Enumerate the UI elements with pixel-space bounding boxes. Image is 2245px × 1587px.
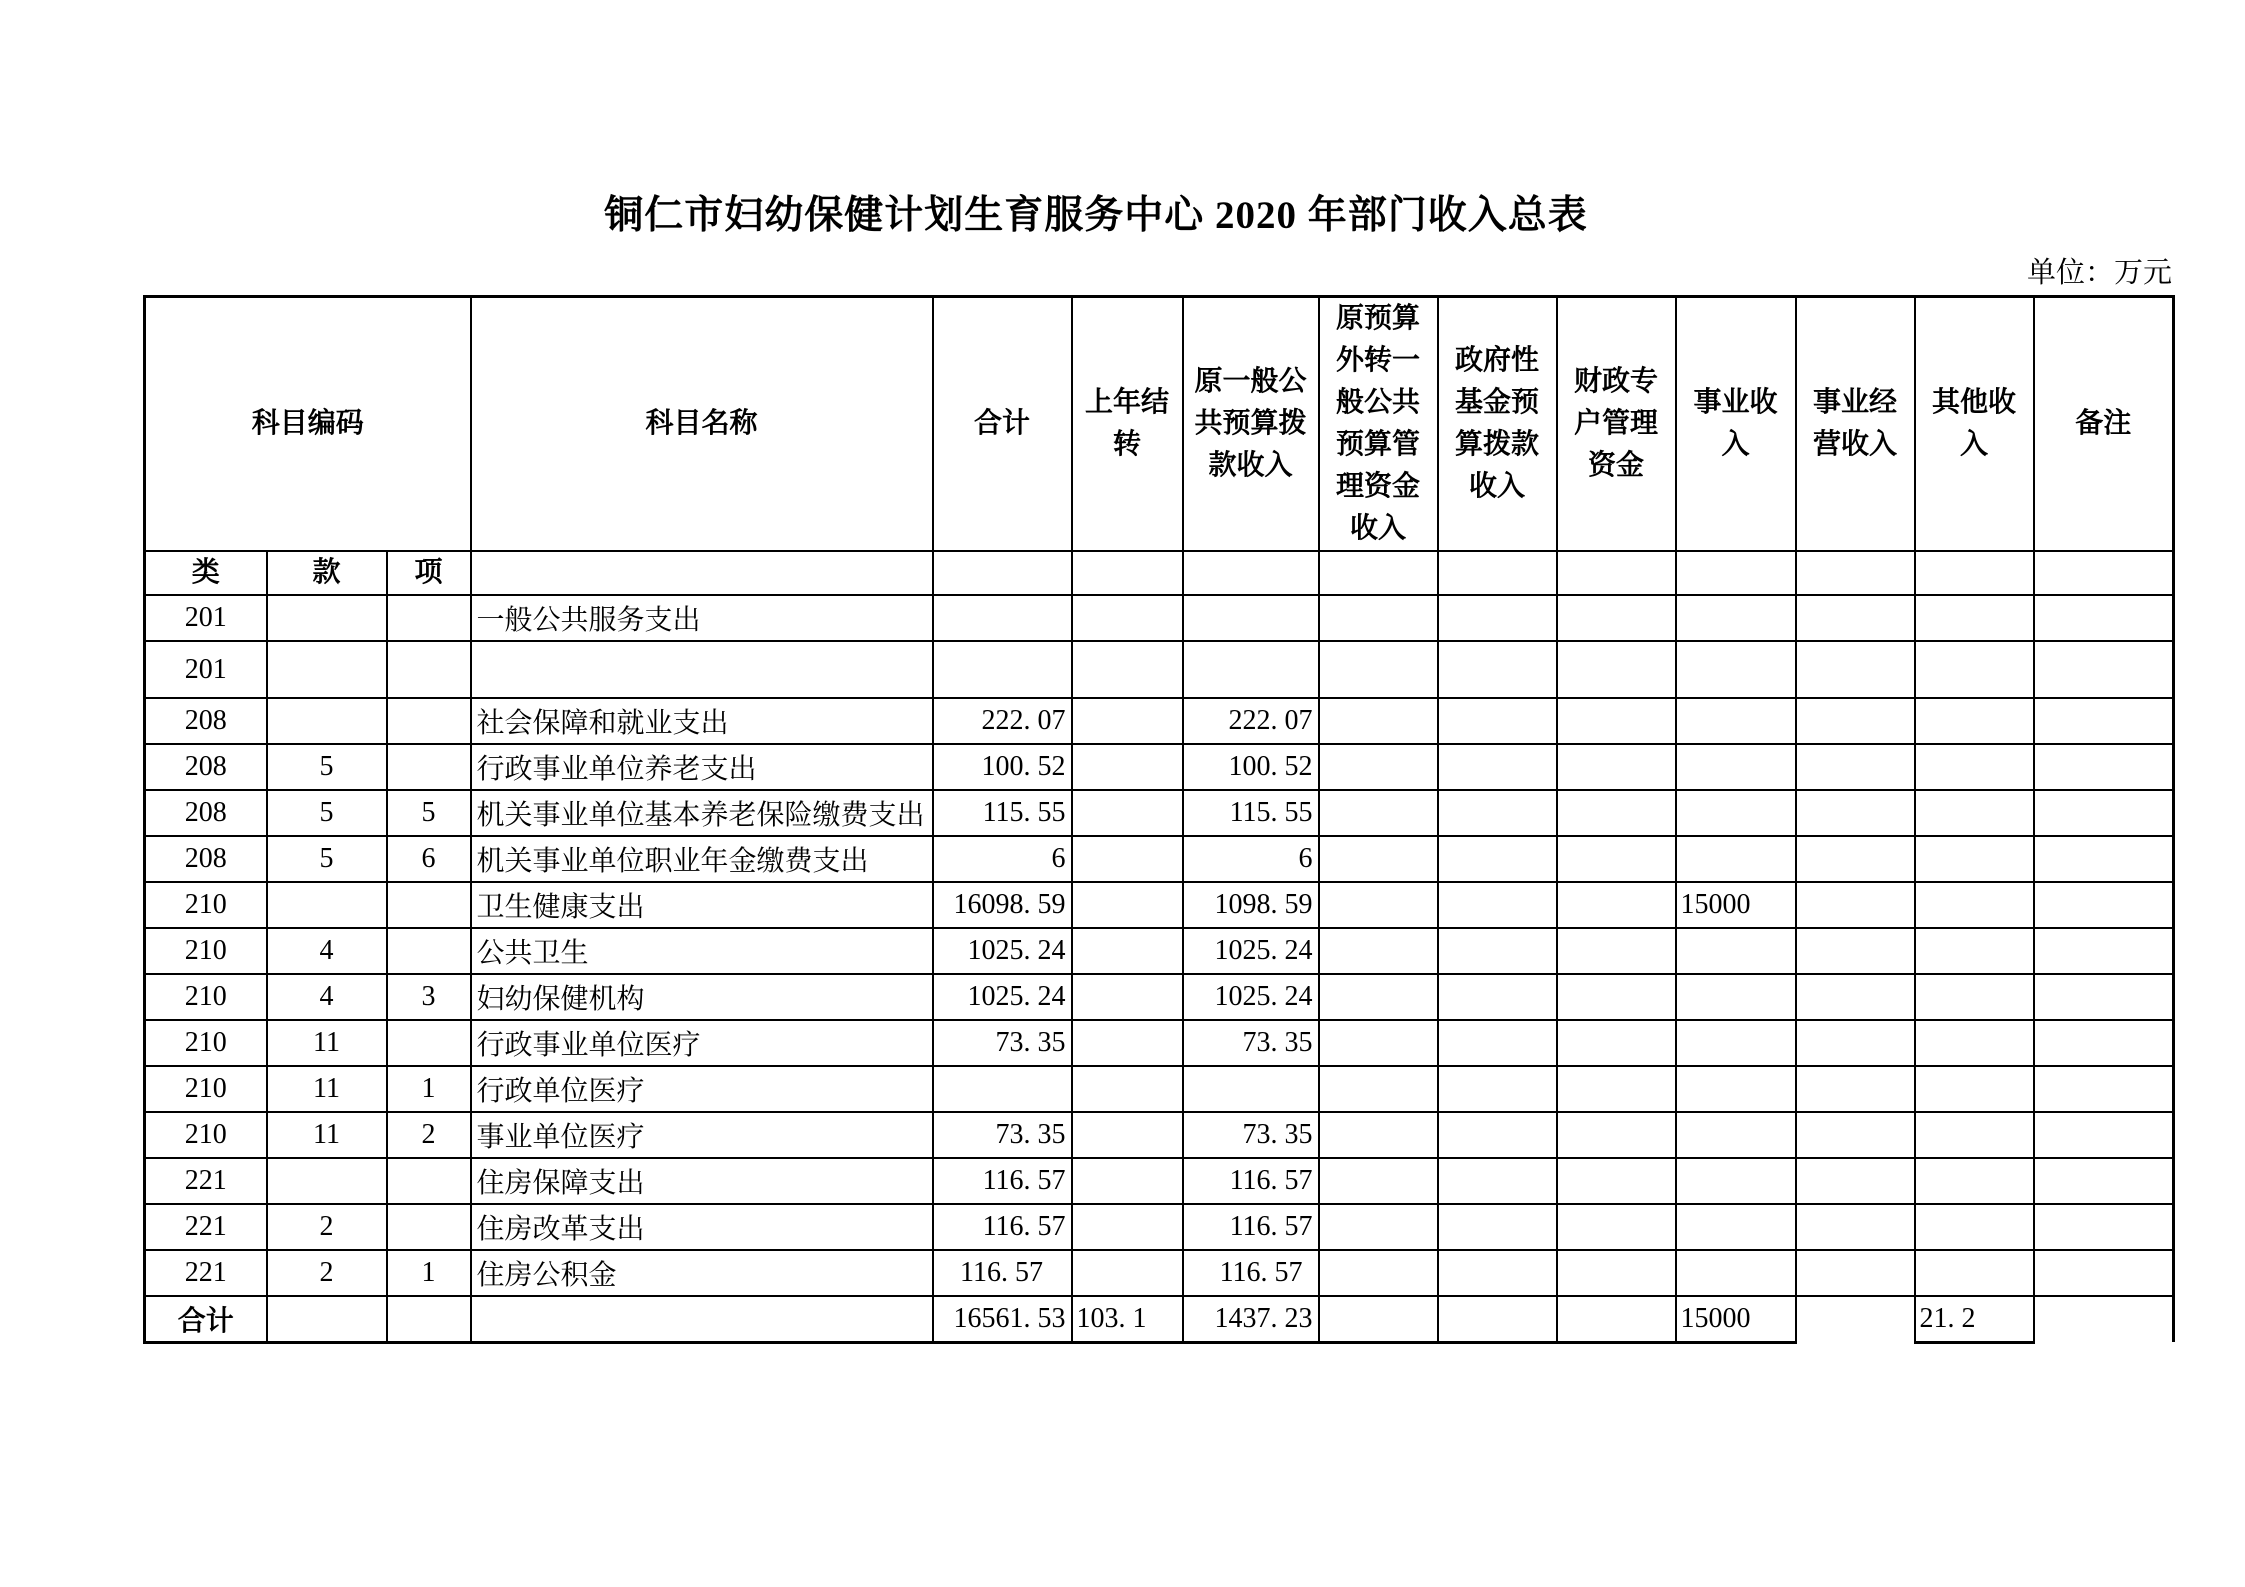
cell-carry	[1072, 698, 1183, 744]
header-other-income: 其他收入	[1915, 297, 2034, 552]
header-row-main	[145, 297, 2174, 552]
cell-note	[2034, 744, 2174, 790]
table-row	[145, 882, 2174, 928]
header-lei: 类	[145, 551, 267, 595]
cell-career	[1676, 1204, 1796, 1250]
cell-career	[1676, 1158, 1796, 1204]
cell-budget: 6	[1183, 836, 1319, 882]
cell-gov_fund	[1438, 790, 1557, 836]
cell-gov_fund	[1438, 1066, 1557, 1112]
cell-career_op	[1796, 974, 1915, 1020]
cell-career	[1676, 744, 1796, 790]
cell-xiang: 6	[387, 836, 471, 882]
cell-note	[2034, 1020, 2174, 1066]
cell-budget: 1098. 59	[1183, 882, 1319, 928]
cell-fiscal	[1557, 1020, 1676, 1066]
cell-xiang	[387, 595, 471, 641]
cell-budget	[1183, 595, 1319, 641]
cell-note	[2034, 595, 2174, 641]
cell-note	[2034, 1112, 2174, 1158]
cell-total: 116. 57	[933, 1204, 1072, 1250]
cell-other	[1915, 698, 2034, 744]
header-empty-cell	[1072, 551, 1183, 595]
cell-xiang: 1	[387, 1066, 471, 1112]
cell-career	[1676, 1112, 1796, 1158]
cell-budget: 73. 35	[1183, 1112, 1319, 1158]
cell-ex_budget	[1319, 790, 1438, 836]
cell-xiang: 3	[387, 974, 471, 1020]
cell-carry	[1072, 744, 1183, 790]
cell-kuan: 4	[267, 928, 387, 974]
cell-total: 1025. 24	[933, 928, 1072, 974]
cell-fiscal	[1557, 974, 1676, 1020]
income-summary-table	[143, 295, 2175, 1344]
cell-fiscal	[1557, 1112, 1676, 1158]
cell-kuan	[267, 882, 387, 928]
cell-budget	[1183, 641, 1319, 698]
cell-lei: 210	[145, 882, 267, 928]
cell-budget: 116. 57	[1183, 1250, 1319, 1296]
cell-kuan: 11	[267, 1066, 387, 1112]
cell-total	[933, 1066, 1072, 1112]
cell-kuan	[267, 1158, 387, 1204]
cell-fiscal	[1557, 790, 1676, 836]
table-row	[145, 641, 2174, 698]
cell-total: 222. 07	[933, 698, 1072, 744]
table-row	[145, 1066, 2174, 1112]
cell-note	[2034, 790, 2174, 836]
cell-lei: 208	[145, 698, 267, 744]
cell-other	[1915, 1112, 2034, 1158]
cell-gov_fund	[1438, 836, 1557, 882]
cell-kuan	[267, 595, 387, 641]
table-row	[145, 974, 2174, 1020]
cell-fiscal	[1557, 1250, 1676, 1296]
cell-note	[2034, 1250, 2174, 1296]
cell-ex_budget	[1319, 698, 1438, 744]
cell-note	[2034, 974, 2174, 1020]
cell-xiang: 1	[387, 1250, 471, 1296]
cell-career_op	[1796, 698, 1915, 744]
cell-ex_budget	[1319, 974, 1438, 1020]
cell-gov_fund	[1438, 1112, 1557, 1158]
cell-name: 卫生健康支出	[471, 882, 933, 928]
cell-other	[1915, 928, 2034, 974]
cell-note	[2034, 1158, 2174, 1204]
header-career-income: 事业收入	[1676, 297, 1796, 552]
cell-lei: 210	[145, 1020, 267, 1066]
cell-xiang	[387, 744, 471, 790]
cell-name: 社会保障和就业支出	[471, 698, 933, 744]
cell-fiscal	[1557, 1204, 1676, 1250]
cell-career_op	[1796, 1204, 1915, 1250]
cell-career	[1676, 928, 1796, 974]
cell-note	[2034, 641, 2174, 698]
cell-kuan	[267, 641, 387, 698]
cell-name: 行政事业单位医疗	[471, 1020, 933, 1066]
cell-career_op	[1796, 1296, 1915, 1342]
cell-name: 事业单位医疗	[471, 1112, 933, 1158]
cell-budget: 115. 55	[1183, 790, 1319, 836]
cell-name: 机关事业单位职业年金缴费支出	[471, 836, 933, 882]
cell-ex_budget	[1319, 1250, 1438, 1296]
cell-lei: 合计	[145, 1296, 267, 1342]
cell-kuan: 5	[267, 790, 387, 836]
cell-lei: 208	[145, 836, 267, 882]
header-empty-cell	[933, 551, 1072, 595]
cell-carry	[1072, 928, 1183, 974]
header-total: 合计	[933, 297, 1072, 552]
cell-carry	[1072, 1204, 1183, 1250]
cell-gov_fund	[1438, 1158, 1557, 1204]
cell-name: 公共卫生	[471, 928, 933, 974]
cell-ex_budget	[1319, 1296, 1438, 1342]
header-gov-fund: 政府性基金预算拨款收入	[1438, 297, 1557, 552]
cell-career_op	[1796, 1020, 1915, 1066]
table-row	[145, 836, 2174, 882]
cell-other	[1915, 595, 2034, 641]
header-empty-cell	[471, 551, 933, 595]
cell-kuan	[267, 1296, 387, 1342]
cell-career	[1676, 974, 1796, 1020]
cell-lei: 221	[145, 1204, 267, 1250]
table-row	[145, 698, 2174, 744]
cell-career_op	[1796, 1066, 1915, 1112]
cell-kuan: 2	[267, 1204, 387, 1250]
cell-career: 15000	[1676, 882, 1796, 928]
cell-other	[1915, 974, 2034, 1020]
cell-name: 行政单位医疗	[471, 1066, 933, 1112]
cell-career	[1676, 1250, 1796, 1296]
cell-other: 21. 2	[1915, 1296, 2034, 1342]
cell-note	[2034, 882, 2174, 928]
cell-lei: 201	[145, 595, 267, 641]
cell-note	[2034, 928, 2174, 974]
table-row	[145, 790, 2174, 836]
cell-ex_budget	[1319, 1066, 1438, 1112]
cell-ex_budget	[1319, 1112, 1438, 1158]
cell-xiang: 2	[387, 1112, 471, 1158]
cell-note	[2034, 1066, 2174, 1112]
cell-carry	[1072, 836, 1183, 882]
cell-ex_budget	[1319, 744, 1438, 790]
header-empty-cell	[1796, 551, 1915, 595]
header-remarks: 备注	[2034, 297, 2174, 552]
cell-xiang	[387, 928, 471, 974]
cell-budget: 116. 57	[1183, 1158, 1319, 1204]
cell-budget: 73. 35	[1183, 1020, 1319, 1066]
cell-xiang	[387, 1204, 471, 1250]
cell-carry	[1072, 641, 1183, 698]
cell-lei: 208	[145, 744, 267, 790]
cell-career_op	[1796, 1250, 1915, 1296]
cell-gov_fund	[1438, 744, 1557, 790]
cell-carry	[1072, 1112, 1183, 1158]
header-carryover: 上年结转	[1072, 297, 1183, 552]
cell-ex_budget	[1319, 1158, 1438, 1204]
cell-budget: 222. 07	[1183, 698, 1319, 744]
table-row	[145, 1112, 2174, 1158]
table-row	[145, 928, 2174, 974]
cell-other	[1915, 1250, 2034, 1296]
cell-career	[1676, 641, 1796, 698]
cell-career_op	[1796, 790, 1915, 836]
cell-career_op	[1796, 744, 1915, 790]
cell-ex_budget	[1319, 641, 1438, 698]
cell-kuan: 11	[267, 1112, 387, 1158]
cell-gov_fund	[1438, 698, 1557, 744]
cell-carry	[1072, 882, 1183, 928]
cell-total: 100. 52	[933, 744, 1072, 790]
cell-fiscal	[1557, 1296, 1676, 1342]
cell-career_op	[1796, 836, 1915, 882]
cell-gov_fund	[1438, 595, 1557, 641]
table-row	[145, 595, 2174, 641]
cell-total: 16561. 53	[933, 1296, 1072, 1342]
cell-total: 1025. 24	[933, 974, 1072, 1020]
cell-xiang	[387, 641, 471, 698]
header-ex-budget-transfer: 原预算外转一般公共预算管理资金收入	[1319, 297, 1438, 552]
cell-gov_fund	[1438, 928, 1557, 974]
header-subject-name: 科目名称	[471, 297, 933, 552]
header-subject-code: 科目编码	[145, 297, 471, 552]
cell-note	[2034, 1204, 2174, 1250]
cell-ex_budget	[1319, 1204, 1438, 1250]
cell-name: 住房保障支出	[471, 1158, 933, 1204]
cell-career_op	[1796, 1112, 1915, 1158]
header-empty-cell	[1319, 551, 1438, 595]
cell-career	[1676, 1066, 1796, 1112]
table-row	[145, 744, 2174, 790]
cell-kuan: 11	[267, 1020, 387, 1066]
cell-xiang	[387, 1020, 471, 1066]
cell-ex_budget	[1319, 882, 1438, 928]
cell-note	[2034, 698, 2174, 744]
cell-career_op	[1796, 928, 1915, 974]
cell-kuan: 4	[267, 974, 387, 1020]
cell-budget: 1025. 24	[1183, 928, 1319, 974]
header-kuan: 款	[267, 551, 387, 595]
cell-name: 住房改革支出	[471, 1204, 933, 1250]
cell-name: 住房公积金	[471, 1250, 933, 1296]
cell-gov_fund	[1438, 974, 1557, 1020]
cell-fiscal	[1557, 1158, 1676, 1204]
cell-total: 6	[933, 836, 1072, 882]
cell-lei: 201	[145, 641, 267, 698]
cell-career_op	[1796, 641, 1915, 698]
cell-budget: 1437. 23	[1183, 1296, 1319, 1342]
cell-carry	[1072, 1250, 1183, 1296]
header-general-budget: 原一般公共预算拨款收入	[1183, 297, 1319, 552]
cell-total: 73. 35	[933, 1112, 1072, 1158]
cell-kuan: 5	[267, 744, 387, 790]
cell-kuan	[267, 698, 387, 744]
cell-fiscal	[1557, 836, 1676, 882]
cell-carry	[1072, 1020, 1183, 1066]
table-header	[145, 297, 2174, 596]
cell-fiscal	[1557, 1066, 1676, 1112]
header-empty-cell	[1676, 551, 1796, 595]
cell-carry	[1072, 974, 1183, 1020]
cell-career: 15000	[1676, 1296, 1796, 1342]
cell-career_op	[1796, 595, 1915, 641]
cell-xiang	[387, 698, 471, 744]
cell-name: 机关事业单位基本养老保险缴费支出	[471, 790, 933, 836]
cell-gov_fund	[1438, 1204, 1557, 1250]
cell-career_op	[1796, 1158, 1915, 1204]
header-empty-cell	[1915, 551, 2034, 595]
cell-career	[1676, 1020, 1796, 1066]
cell-other	[1915, 641, 2034, 698]
cell-gov_fund	[1438, 641, 1557, 698]
table-row	[145, 1204, 2174, 1250]
cell-fiscal	[1557, 595, 1676, 641]
cell-xiang	[387, 1158, 471, 1204]
cell-gov_fund	[1438, 882, 1557, 928]
cell-lei: 221	[145, 1250, 267, 1296]
cell-other	[1915, 1204, 2034, 1250]
table-row	[145, 1296, 2174, 1342]
cell-carry	[1072, 790, 1183, 836]
cell-lei: 210	[145, 1066, 267, 1112]
cell-total: 73. 35	[933, 1020, 1072, 1066]
cell-name: 妇幼保健机构	[471, 974, 933, 1020]
cell-carry: 103. 1	[1072, 1296, 1183, 1342]
header-row-code-sub	[145, 551, 2174, 595]
cell-fiscal	[1557, 928, 1676, 974]
cell-lei: 208	[145, 790, 267, 836]
cell-total: 115. 55	[933, 790, 1072, 836]
table-body	[145, 595, 2174, 1342]
cell-name: 一般公共服务支出	[471, 595, 933, 641]
cell-ex_budget	[1319, 595, 1438, 641]
table-row	[145, 1158, 2174, 1204]
cell-lei: 221	[145, 1158, 267, 1204]
cell-budget	[1183, 1066, 1319, 1112]
cell-budget: 100. 52	[1183, 744, 1319, 790]
cell-other	[1915, 1020, 2034, 1066]
cell-kuan: 5	[267, 836, 387, 882]
header-xiang: 项	[387, 551, 471, 595]
cell-ex_budget	[1319, 1020, 1438, 1066]
page-title: 铜仁市妇幼保健计划生育服务中心 2020 年部门收入总表	[604, 194, 1588, 237]
cell-career_op	[1796, 882, 1915, 928]
unit-note: 单位：万元	[2026, 257, 2172, 289]
cell-other	[1915, 790, 2034, 836]
cell-fiscal	[1557, 882, 1676, 928]
cell-budget: 116. 57	[1183, 1204, 1319, 1250]
cell-carry	[1072, 1066, 1183, 1112]
cell-name: 行政事业单位养老支出	[471, 744, 933, 790]
cell-other	[1915, 882, 2034, 928]
cell-total	[933, 641, 1072, 698]
header-empty-cell	[1183, 551, 1319, 595]
cell-budget: 1025. 24	[1183, 974, 1319, 1020]
cell-total: 116. 57	[933, 1158, 1072, 1204]
cell-carry	[1072, 1158, 1183, 1204]
table-row	[145, 1250, 2174, 1296]
cell-gov_fund	[1438, 1250, 1557, 1296]
cell-career	[1676, 790, 1796, 836]
cell-career	[1676, 595, 1796, 641]
cell-lei: 210	[145, 974, 267, 1020]
header-empty-cell	[1557, 551, 1676, 595]
cell-xiang: 5	[387, 790, 471, 836]
cell-other	[1915, 1066, 2034, 1112]
cell-fiscal	[1557, 744, 1676, 790]
header-empty-cell	[2034, 551, 2174, 595]
cell-career	[1676, 698, 1796, 744]
cell-kuan: 2	[267, 1250, 387, 1296]
cell-name	[471, 1296, 933, 1342]
cell-fiscal	[1557, 641, 1676, 698]
cell-total	[933, 595, 1072, 641]
cell-lei: 210	[145, 1112, 267, 1158]
table-row	[145, 1020, 2174, 1066]
cell-fiscal	[1557, 698, 1676, 744]
cell-total: 16098. 59	[933, 882, 1072, 928]
cell-gov_fund	[1438, 1020, 1557, 1066]
cell-lei: 210	[145, 928, 267, 974]
cell-total: 116. 57	[933, 1250, 1072, 1296]
cell-gov_fund	[1438, 1296, 1557, 1342]
cell-other	[1915, 1158, 2034, 1204]
header-career-operating-income: 事业经营收入	[1796, 297, 1915, 552]
cell-ex_budget	[1319, 836, 1438, 882]
cell-other	[1915, 744, 2034, 790]
cell-xiang	[387, 1296, 471, 1342]
cell-other	[1915, 836, 2034, 882]
cell-ex_budget	[1319, 928, 1438, 974]
cell-xiang	[387, 882, 471, 928]
cell-note	[2034, 1296, 2174, 1342]
cell-note	[2034, 836, 2174, 882]
cell-name	[471, 641, 933, 698]
cell-career	[1676, 836, 1796, 882]
cell-carry	[1072, 595, 1183, 641]
header-fiscal-account: 财政专户管理资金	[1557, 297, 1676, 552]
header-empty-cell	[1438, 551, 1557, 595]
